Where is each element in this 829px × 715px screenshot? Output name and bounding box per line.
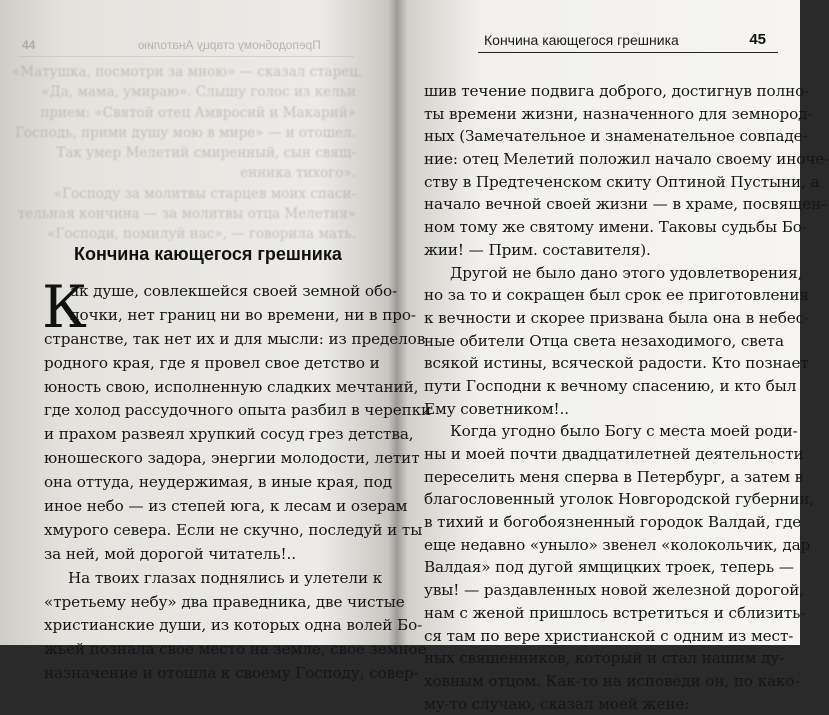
text-line: переселить меня сперва в Петербург, а затем в bbox=[424, 467, 804, 486]
text-line: ные обители Отца света незаходимого, света bbox=[424, 331, 784, 350]
text-line: пути Господни к вечному спасению, и кто был bbox=[424, 376, 797, 395]
text-line: к вечности и скорее призвана была она в небес- bbox=[424, 308, 810, 327]
text-line: она оттуда, неудержимая, в иные края, под bbox=[44, 473, 392, 492]
text-line: юность свою, исполненную сладких мечтаний, bbox=[44, 377, 419, 396]
left-page-header bbox=[18, 36, 354, 57]
text-line: где холод рассудочного опыта разбил в черепки bbox=[44, 401, 432, 420]
text-line: Когда угодно было Богу с места моей роди- bbox=[450, 422, 798, 441]
text-line: родного края, где я провел свое детство и bbox=[44, 353, 380, 372]
text-line: ховным отцом. Как-то на исповеди он, по како- bbox=[424, 671, 800, 690]
running-title: Кончина кающегося грешника bbox=[484, 32, 679, 48]
text-line: странстве, так нет их и для мысли: из пределов bbox=[44, 329, 426, 348]
text-line: Валдая» под дугой ямщицких троек, теперь — bbox=[424, 558, 794, 577]
text-line: начало вечной своей жизни — в храме, посвящен- bbox=[424, 195, 827, 214]
ghost-line: прием: «Святой отец Амвросий и Макарий» bbox=[40, 104, 356, 121]
left-page-body bbox=[42, 273, 432, 686]
text-line: Другой не было дано этого удовлетворения, bbox=[450, 263, 803, 282]
text-line: Ему советником!.. bbox=[424, 399, 570, 418]
ghost-line: «Да, мама, умираю». Слышу голос из кельи bbox=[41, 84, 356, 101]
right-page-body bbox=[424, 80, 829, 715]
text-line: шив течение подвига доброго, достигнув полно- bbox=[424, 82, 810, 100]
left-running-title: Преподобному старцу Анатолию bbox=[138, 38, 321, 52]
text-line: На твоих глазах поднялись и улетели к bbox=[68, 568, 383, 587]
text-line: жьей познала свое место на земле, свое земное bbox=[44, 640, 427, 659]
text-line: назначение и отошла к своему Господу, совер- bbox=[44, 664, 419, 683]
text-line: увы! — раздавленных новой железной дорогой, bbox=[424, 581, 805, 600]
text-line: нам с женой пришлось встретиться и сблизить- bbox=[424, 603, 806, 622]
ghost-line: «Господи, помилуй нас», — говорила мать. bbox=[47, 226, 356, 243]
right-page bbox=[400, 0, 829, 713]
text-line: ству в Предтеченском скиту Оптиной Пустыни, а bbox=[424, 172, 820, 191]
text-line: христианские души, из которых одна волей Бо- bbox=[44, 616, 423, 635]
text-line: в тихий и богобоязненный городок Валдай, где bbox=[424, 513, 802, 532]
left-page bbox=[0, 0, 432, 683]
text-line: лочки, нет границ ни во времени, ни в про- bbox=[70, 305, 416, 324]
text-line: всякой истины, всяческой радости. Кто познает bbox=[424, 354, 809, 373]
left-page-number: 44 bbox=[22, 38, 36, 52]
page-number: 45 bbox=[749, 31, 766, 48]
text-line: ты времени жизни, назначенного для земнород- bbox=[424, 104, 813, 123]
ghost-line: «Господу за молитвы старцев моих спаси- bbox=[53, 185, 356, 202]
text-line: «третьему небу» два праведника, две чистые bbox=[44, 592, 405, 611]
ghost-line: «Матушка, посмотри за мною» — сказал старец. bbox=[12, 64, 363, 80]
drop-cap: К bbox=[42, 273, 87, 341]
chapter-title: Кончина кающегося грешника bbox=[74, 244, 342, 264]
text-line: юношеского задора, энергии молодости, летит bbox=[44, 449, 420, 468]
text-line: но за то и сокращен был срок ее приготовления bbox=[424, 286, 809, 305]
ghost-line: Господь, прими душу мою в мире» — и отошел. bbox=[15, 124, 356, 141]
text-line: ны и моей почти двадцатилетней деятельности bbox=[424, 445, 804, 463]
text-line: и прахом развеял хрупкий сосуд грез детства, bbox=[44, 425, 414, 444]
ghost-line: енника тихого». bbox=[240, 165, 356, 182]
text-line: ние: отец Мелетий положил начало своему иноче- bbox=[424, 150, 829, 169]
text-line: ак душе, совлекшейся своей земной обо- bbox=[70, 282, 398, 300]
show-through-text bbox=[12, 62, 363, 245]
right-page-header bbox=[478, 30, 778, 53]
text-line: жии! — Прим. составителя). bbox=[424, 240, 651, 259]
text-line: ся там по вере христианской с одним из мест- bbox=[424, 626, 794, 645]
text-line: му-то случаю, сказал моей жене: bbox=[424, 694, 690, 713]
text-line: благословенный уголок Новгородской губернии, bbox=[424, 490, 815, 509]
text-line: за ней, мой дорогой читатель!.. bbox=[44, 544, 296, 563]
text-line: иное небо — из степей юга, к лесам и озерам bbox=[44, 497, 408, 516]
text-line: ных (Замечательное и знаменательное совпаде- bbox=[424, 127, 808, 146]
text-line: ном тому же святому имени. Таковы судьбы Бо- bbox=[424, 218, 807, 237]
text-line: еще недавно «уныло» звенел «колокольчик, дар bbox=[424, 535, 811, 554]
text-line: ных священников, который и стал нашим ду- bbox=[424, 649, 785, 668]
ghost-line: Так умер Мелетий смиренный, сын свящ- bbox=[56, 145, 356, 162]
text-line: хмурого севера. Если не скучно, последуй и ты bbox=[44, 520, 423, 539]
ghost-line: тельная кончина — за молитвы отца Мелетия» bbox=[17, 206, 356, 223]
